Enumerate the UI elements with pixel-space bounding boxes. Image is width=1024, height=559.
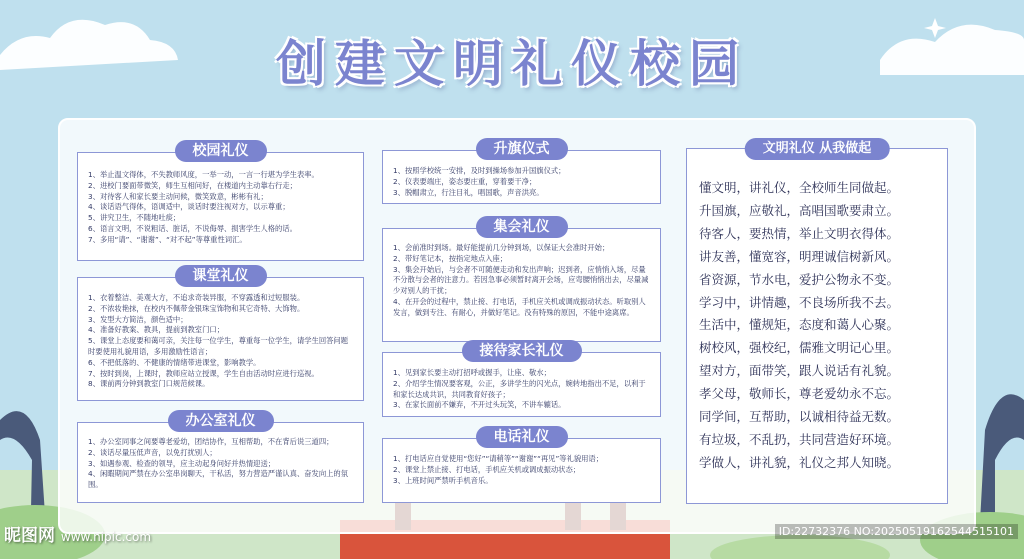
list-item: 生活中，懂规矩，态度和蔼人心聚。: [699, 317, 900, 333]
list-item: 4、准备好教案、教具，提前到教室门口；: [88, 325, 224, 335]
list-item: 3、集会开始后，与会者不可随便走动和发出声响；迟到者，应悄悄入场，尽量不分散与会者的注意力。若因急事必须暂时离开会场，应弯腰悄悄出去，尽量减少对别人的干扰；: [393, 264, 649, 296]
panel-parent-reception: [382, 343, 661, 417]
panel-flag-ceremony: [382, 141, 661, 204]
heading-assembly-etiquette: 集会礼仪: [476, 216, 568, 238]
panel-civility-motto: [686, 141, 948, 504]
list-item: 讲友善，懂宽容，明理诚信树新风。: [699, 248, 900, 264]
campus-etiquette-list: [88, 170, 355, 246]
panel-phone-etiquette: [382, 429, 661, 503]
list-item: 有垃圾，不乱扔，共同营造好环境。: [699, 431, 900, 447]
list-item: 1、见到家长要主动打招呼或握手，让座、敬水；: [393, 368, 551, 377]
panel-classroom-etiquette: [77, 268, 364, 401]
list-item: 1、举止温文得体，不失教师风度，一举一动，一言一行堪为学生表率。: [88, 170, 319, 179]
heading-office-etiquette: 办公室礼仪: [168, 410, 274, 432]
list-item: 3、如遇参观、检查的领导，应主动起身问好并热情迎送；: [88, 458, 276, 468]
list-item: 1、按照学校统一安排，及时到操场参加升国旗仪式；: [393, 166, 566, 175]
list-item: 2、进校门要面带微笑，师生互相问好，在楼道内主动靠右行走；: [88, 180, 297, 190]
list-item: 5、课堂上态度要和蔼可亲，关注每一位学生，尊重每一位学生，请学生回答问题时要使用礼貌用语，多用激励性语言；: [88, 336, 349, 356]
office-etiquette-list: [88, 437, 355, 491]
list-item: 2、仪表要端庄，姿态要庄重，穿着要干净；: [393, 176, 537, 186]
list-item: 学习中，讲情趣，不良场所我不去。: [699, 294, 900, 310]
list-item: 懂文明，讲礼仪，全校师生同做起。: [699, 180, 900, 195]
list-item: 3、对待客人和家长要主动问候，微笑致意，彬彬有礼；: [88, 191, 268, 201]
list-item: 4、谈话语气得体，语调适中，谈话时要注视对方，以示尊重；: [88, 202, 290, 212]
list-item: 3、上班时间严禁听手机音乐。: [393, 475, 493, 485]
list-item: 望对方，面带笑，跟人说话有礼貌。: [699, 363, 900, 379]
list-item: 2、介绍学生情况要客观，公正，多讲学生的闪光点，婉转地指出不足，以利于和家长达成共识，共同教育好孩子；: [393, 378, 646, 399]
list-item: 待客人，要热情，举止文明衣得体。: [699, 225, 900, 241]
list-item: 4、在开会的过程中，禁止接、打电话，手机应关机或调成振动状态。听取别人发言，做到专注、有耐心，并做好笔记。没有特殊的原因，不能中途离席。: [393, 296, 646, 317]
list-item: 1、会前准时到场。最好能提前几分钟到场，以保证大会准时开始；: [393, 243, 610, 252]
watermark-logo-text: 昵图网: [4, 526, 55, 546]
heading-flag-ceremony: 升旗仪式: [476, 138, 568, 160]
list-item: 3、脱帽肃立，行注目礼，唱国歌，声音洪亮。: [393, 187, 544, 197]
watermark-site: www.nipic.com: [60, 530, 152, 544]
parent-reception-list: [393, 368, 652, 411]
heading-phone-etiquette: 电话礼仪: [476, 426, 568, 448]
heading-civility-motto: 文明礼仪 从我做起: [745, 138, 890, 160]
list-item: 树校风，强校纪，儒雅文明记心里。: [699, 340, 900, 356]
list-item: 孝父母，敬师长，尊老爱幼永不忘。: [699, 386, 900, 402]
list-item: 升国旗，应敬礼，高唱国歌要肃立。: [699, 202, 900, 218]
list-item: 省资源，节水电，爱护公物永不变。: [699, 271, 900, 287]
heading-classroom-etiquette: 课堂礼仪: [175, 265, 267, 287]
list-item: 6、不把低落的、不健康的情绪带进课堂，影响教学。: [88, 357, 261, 367]
list-item: 5、讲究卫生，不随地吐痰；: [88, 213, 181, 223]
classroom-etiquette-list: [88, 293, 355, 390]
heading-parent-reception: 接待家长礼仪: [462, 340, 582, 362]
list-item: 1、衣着整洁、美观大方，不追求奇装异服，不穿露透和过短服装。: [88, 293, 305, 302]
heading-campus-etiquette: 校园礼仪: [175, 140, 267, 162]
assembly-etiquette-list: [393, 243, 652, 319]
panel-campus-etiquette: [77, 143, 364, 261]
list-item: 1、打电话应自觉使用“您好”“请稍等”“谢谢”“再见”等礼貌用语；: [393, 454, 604, 463]
list-item: 3、发型大方简洁，颜色适中；: [88, 314, 188, 324]
list-item: 2、不浓妆艳抹，在校内不佩带金银珠宝饰物和其它奇特、大饰物。: [88, 303, 305, 313]
list-item: 3、在家长面前不嫌弃，不开过头玩笑，不讲车辘话。: [393, 400, 566, 410]
list-item: 2、带好笔记本，按指定地点入座；: [393, 253, 508, 263]
list-item: 8、课前两分钟到教室门口规范候课。: [88, 379, 210, 389]
panel-office-etiquette: [77, 413, 364, 503]
list-item: 6、语言文明，不说粗话、脏话，不说侮辱、损害学生人格的话。: [88, 223, 297, 233]
list-item: 2、课堂上禁止接、打电话，手机应关机或调成振动状态；: [393, 464, 581, 474]
panel-assembly-etiquette: [382, 219, 661, 342]
flag-ceremony-list: [393, 166, 652, 198]
list-item: 1、办公室同事之间要尊老爱幼，团结协作，互相帮助，不在背后说三道四；: [88, 437, 334, 446]
civility-motto-list: [699, 177, 939, 475]
list-item: 7、多用“请”、“谢谢”、“对不起”等尊重性词汇。: [88, 234, 247, 244]
image-id-label: ID:22732376 NO:20250519162544515101: [775, 524, 1018, 539]
watermark-logo: [4, 521, 151, 546]
list-item: 学做人，讲礼貌，礼仪之邦人知晓。: [699, 454, 900, 470]
list-item: 同学间，互帮助，以诚相待益无数。: [699, 409, 900, 425]
page-title: 创建文明礼仪校园: [276, 35, 748, 93]
list-item: 2、谈话尽量压低声音，以免打扰别人；: [88, 447, 217, 457]
phone-etiquette-list: [393, 454, 652, 486]
list-item: 7、按时到岗，上课时，教师应站立授课，学生自由活动时应进行巡视。: [88, 368, 319, 378]
list-item: 4、闲暇期间严禁在办公室串岗聊天，干私活，努力营造严谨认真、奋发向上的氛围。: [88, 469, 349, 490]
